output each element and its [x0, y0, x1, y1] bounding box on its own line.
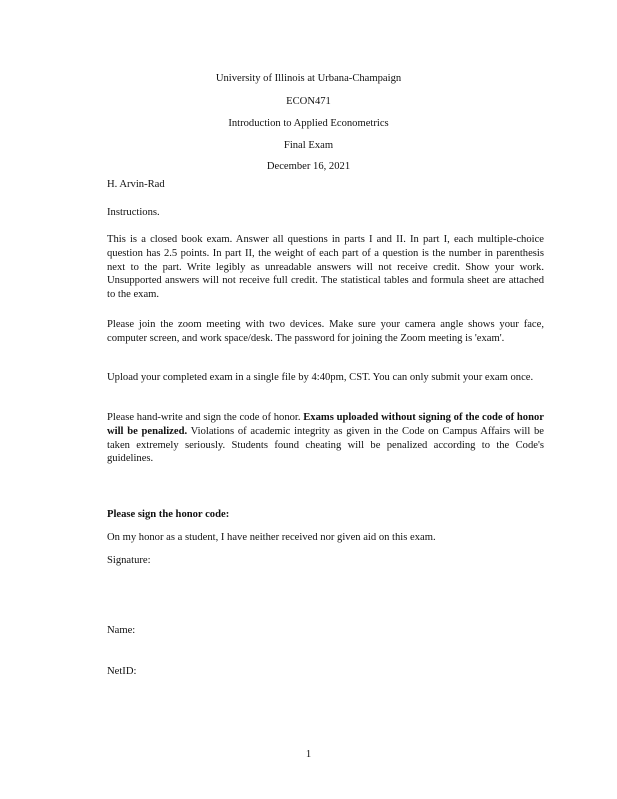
netid-label: NetID: [107, 666, 137, 677]
university-name: University of Illinois at Urbana-Champaign [215, 73, 402, 84]
signature-label: Signature: [107, 555, 151, 566]
honor-code-heading: Please sign the honor code: [107, 509, 230, 520]
instructions-paragraph-3: Upload your completed exam in a single file by 4:40pm, CST. You can only submit your exam once. [107, 372, 534, 383]
name-label: Name: [107, 625, 136, 636]
instructions-paragraph-4 [107, 411, 544, 466]
page-number: 1 [305, 748, 312, 760]
honor-instruction-text: Please hand-write and sign the code of honor. [107, 412, 304, 423]
instructions-paragraph-1: This is a closed book exam. Answer all questions in parts I and II. In part I, each multiple-choice question has 2.5 points. In part II, the weight of each part of a question is the number in parenthesis next to the part. Write legibly as unreadable answers will not receive credit. Show your work. Unsupported answers will not receive full credit. The statistical tables and formula sheet are attached to the exam. [107, 234, 544, 301]
exam-date: December 16, 2021 [266, 161, 351, 172]
penalty-warning: Exams uploaded without signing of the code of honor will be penalized. [107, 412, 544, 437]
instructions-paragraph-2: Please join the zoom meeting with two devices. Make sure your camera angle shows your face, computer screen, and work space/desk. The password for joining the Zoom meeting is 'exam'. [107, 319, 544, 344]
integrity-text: Violations of academic integrity as given in the Code on Campus Affairs will be taken extremely seriously. Students found cheating will be penalized according to the Code's guidelines. [107, 425, 544, 465]
exam-type: Final Exam [283, 140, 334, 151]
course-title: Introduction to Applied Econometrics [228, 118, 389, 129]
instructor-name: H. Arvin-Rad [107, 179, 165, 190]
honor-statement: On my honor as a student, I have neither received nor given aid on this exam. [107, 532, 436, 543]
instructions-heading: Instructions. [107, 207, 160, 218]
course-code: ECON471 [286, 96, 331, 107]
